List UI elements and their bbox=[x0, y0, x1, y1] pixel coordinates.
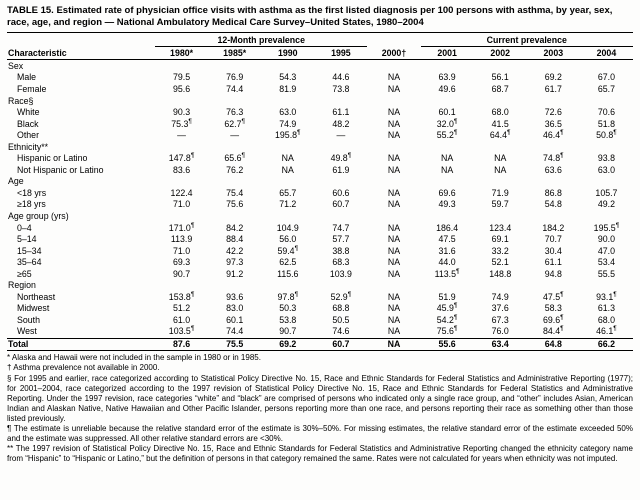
value-cell: 33.2 bbox=[491, 245, 509, 256]
value-cell: — bbox=[336, 130, 346, 141]
unreliable-estimate-marker: ¶ bbox=[613, 325, 617, 333]
value-cell: 105.7 bbox=[595, 187, 618, 198]
value-cell: 103.9 bbox=[329, 268, 352, 279]
value-cell: NA bbox=[387, 199, 401, 210]
value-cell: 68.0 bbox=[491, 107, 509, 118]
value-cell: 75.4 bbox=[226, 187, 244, 198]
value-cell: 76.3 bbox=[226, 107, 244, 118]
value-cell: 59.4¶ bbox=[277, 244, 299, 256]
value-cell: 94.8 bbox=[544, 268, 562, 279]
column-header-1985: 1985* bbox=[208, 47, 261, 60]
value-cell: 55.2¶ bbox=[436, 129, 458, 141]
section-row bbox=[7, 95, 633, 107]
value-cell: 49.8¶ bbox=[330, 152, 352, 164]
value-cell: NA bbox=[387, 291, 401, 302]
value-cell: 36.5 bbox=[544, 118, 562, 129]
value-cell: 103.5¶ bbox=[168, 325, 195, 337]
value-cell: 147.8¶ bbox=[168, 152, 195, 164]
value-cell: 59.7 bbox=[491, 199, 509, 210]
value-cell: 84.4¶ bbox=[543, 325, 564, 337]
value-cell: NA bbox=[387, 130, 401, 141]
value-cell: 56.1 bbox=[491, 72, 509, 83]
unreliable-estimate-marker: ¶ bbox=[347, 290, 352, 298]
column-header-2001: 2001 bbox=[421, 47, 474, 60]
value-cell: 69.6¶ bbox=[543, 314, 564, 325]
value-cell: 93.8 bbox=[597, 153, 615, 164]
unreliable-estimate-marker: ¶ bbox=[453, 129, 458, 137]
section-label: Region bbox=[8, 280, 36, 291]
value-cell: NA bbox=[387, 153, 401, 164]
unreliable-estimate-marker: ¶ bbox=[615, 221, 620, 229]
value-cell: 74.6 bbox=[332, 326, 350, 337]
value-cell: NA bbox=[387, 303, 401, 314]
column-header-characteristic: Characteristic bbox=[7, 47, 155, 60]
value-cell: 60.1 bbox=[226, 314, 244, 325]
value-cell: 37.6 bbox=[491, 303, 509, 314]
data-row bbox=[7, 84, 633, 96]
value-cell: 74.7 bbox=[332, 222, 350, 233]
data-row bbox=[7, 222, 633, 234]
value-cell: 63.4 bbox=[474, 338, 527, 351]
unreliable-estimate-marker: ¶ bbox=[297, 129, 301, 137]
value-cell: 73.8 bbox=[332, 84, 350, 94]
value-cell: 66.2 bbox=[580, 338, 633, 351]
value-cell: 47.5 bbox=[438, 234, 456, 245]
value-cell: NA bbox=[494, 153, 507, 164]
table-header bbox=[7, 33, 633, 60]
unreliable-estimate-marker: ¶ bbox=[613, 290, 617, 298]
group-header-current-prevalence: Current prevalence bbox=[421, 33, 633, 47]
value-cell: 75.6¶ bbox=[436, 325, 458, 337]
asthma-visit-rate-table bbox=[7, 32, 633, 351]
value-cell: 61.3 bbox=[597, 303, 615, 314]
value-cell: 97.3 bbox=[226, 257, 244, 268]
value-cell: 61.0 bbox=[172, 314, 191, 325]
value-cell: 68.0 bbox=[597, 314, 615, 325]
value-cell: NA bbox=[387, 164, 401, 175]
value-cell: 83.0 bbox=[226, 303, 244, 314]
value-cell: 69.2 bbox=[261, 338, 314, 351]
value-cell: 93.6 bbox=[226, 291, 244, 302]
value-cell: NA bbox=[494, 164, 507, 175]
row-label: West bbox=[17, 326, 37, 337]
data-row bbox=[7, 187, 633, 199]
value-cell: 74.9 bbox=[279, 118, 297, 129]
value-cell: 79.5 bbox=[172, 72, 191, 83]
unreliable-estimate-marker: ¶ bbox=[190, 290, 195, 298]
value-cell: 44.0 bbox=[438, 257, 456, 268]
footnotes bbox=[7, 353, 633, 464]
value-cell: 65.7 bbox=[597, 84, 615, 94]
value-cell: 87.6 bbox=[155, 338, 208, 351]
empty-header-cell bbox=[7, 33, 155, 47]
data-row bbox=[7, 72, 633, 84]
value-cell: 50.8¶ bbox=[596, 129, 617, 141]
data-row bbox=[7, 326, 633, 338]
value-cell: 48.2 bbox=[332, 118, 350, 129]
value-cell: 55.5 bbox=[597, 268, 615, 279]
value-cell: 50.3 bbox=[279, 303, 297, 314]
section-label: Sex bbox=[8, 60, 24, 71]
value-cell: 71.9 bbox=[491, 187, 509, 198]
column-header-2004: 2004 bbox=[580, 47, 633, 60]
data-row bbox=[7, 268, 633, 280]
footnote-double-asterisk: ** The 1997 revision of Statistical Policy Directive No. 15, Race and Ethnic Standards for Federal Statistics and Administrative Reporting changed the ethnicity category name from “Hispanic” to “Hispanic or Latino,” but the definition of persons in that category remained the same. Rates were not calculated for years when ethnicity was not imputed. bbox=[7, 444, 633, 464]
column-header-2003: 2003 bbox=[527, 47, 580, 60]
value-cell: 30.4 bbox=[544, 245, 562, 256]
value-cell: 86.8 bbox=[544, 187, 562, 198]
value-cell: 62.7¶ bbox=[224, 117, 245, 129]
value-cell: 123.4 bbox=[489, 222, 512, 233]
data-row bbox=[7, 291, 633, 303]
group-header-12-month-prevalence: 12-Month prevalence bbox=[155, 33, 367, 47]
value-cell: 95.6 bbox=[172, 84, 191, 94]
row-label: ≥18 yrs bbox=[17, 199, 46, 210]
section-row bbox=[7, 141, 633, 153]
footnote-section: § For 1995 and earlier, race categorized according to Statistical Policy Directive No. 15, Race and Ethnic Standards for Federal Statistics and Administrative Reporting (1977); for 2001–2004, race categorized according to the 1997 revision of Statistical Policy Directive No. 15, Race and Ethnic Standards for Federal Statistics and Administrative Reporting. Under the 1997 revision, race categories “white” and “black” are comprised of persons who indicated only a single race group, and “other” includes Asian, American Indian and Alaskan Native, Native Hawaiian and Other Pacific Islander, persons reporting more than one race, and persons reporting their race as something other than those listed previously. bbox=[7, 373, 633, 423]
row-label: Male bbox=[17, 72, 37, 83]
value-cell: 69.3 bbox=[172, 257, 191, 268]
value-cell: 186.4 bbox=[436, 222, 459, 233]
data-row bbox=[7, 245, 633, 257]
value-cell: 76.2 bbox=[226, 164, 244, 175]
group-header-row bbox=[7, 33, 633, 47]
value-cell: 62.5 bbox=[279, 257, 297, 268]
column-header-1980: 1980* bbox=[155, 47, 208, 60]
unreliable-estimate-marker: ¶ bbox=[560, 152, 564, 160]
unreliable-estimate-marker: ¶ bbox=[190, 221, 195, 229]
value-cell: 65.6¶ bbox=[224, 152, 245, 164]
unreliable-estimate-marker: ¶ bbox=[241, 152, 245, 160]
value-cell: 61.9 bbox=[332, 164, 350, 175]
value-cell: 83.6 bbox=[172, 164, 191, 175]
value-cell: 54.8 bbox=[544, 199, 562, 210]
value-cell: 63.9 bbox=[438, 72, 456, 83]
value-cell: 60.7 bbox=[332, 199, 350, 210]
data-row bbox=[7, 257, 633, 269]
value-cell: 53.8 bbox=[279, 314, 297, 325]
value-cell: 53.4 bbox=[597, 257, 615, 268]
value-cell: 50.5 bbox=[332, 314, 350, 325]
value-cell: 115.6 bbox=[277, 268, 299, 279]
section-label: Age bbox=[8, 176, 24, 187]
section-label: Age group (yrs) bbox=[8, 211, 69, 222]
value-cell: 104.9 bbox=[276, 222, 299, 233]
value-cell: 81.9 bbox=[279, 84, 297, 94]
section-row bbox=[7, 211, 633, 223]
value-cell: 122.4 bbox=[170, 187, 193, 198]
value-cell: NA bbox=[367, 338, 420, 351]
value-cell: 71.0 bbox=[172, 199, 191, 210]
row-label: South bbox=[17, 314, 40, 325]
value-cell: 49.6 bbox=[438, 84, 456, 94]
value-cell: NA bbox=[387, 107, 401, 118]
value-cell: 68.8 bbox=[332, 303, 350, 314]
data-row bbox=[7, 130, 633, 142]
value-cell: 88.4 bbox=[226, 234, 244, 245]
value-cell: 51.9 bbox=[438, 291, 456, 302]
value-cell: NA bbox=[387, 187, 401, 198]
value-cell: 56.0 bbox=[279, 234, 297, 245]
value-cell: 153.8¶ bbox=[168, 290, 195, 302]
empty-header-cell bbox=[367, 33, 420, 47]
value-cell: 38.8 bbox=[332, 245, 350, 256]
column-header-1990: 1990 bbox=[261, 47, 314, 60]
value-cell: — bbox=[230, 130, 240, 141]
value-cell: 47.5¶ bbox=[543, 290, 564, 302]
unreliable-estimate-marker: ¶ bbox=[507, 129, 511, 137]
unreliable-estimate-marker: ¶ bbox=[294, 244, 299, 252]
value-cell: 90.0 bbox=[597, 234, 615, 245]
value-cell: 67.3 bbox=[491, 314, 509, 325]
value-cell: 74.8¶ bbox=[543, 152, 564, 164]
value-cell: 32.0¶ bbox=[436, 117, 458, 129]
value-cell: NA bbox=[440, 164, 454, 175]
value-cell: 67.0 bbox=[597, 72, 615, 83]
table-body bbox=[7, 60, 633, 351]
data-row bbox=[7, 314, 633, 326]
value-cell: 76.0 bbox=[491, 326, 509, 337]
value-cell: 57.7 bbox=[332, 234, 350, 245]
row-label: Female bbox=[17, 84, 47, 94]
value-cell: 74.4 bbox=[226, 326, 244, 337]
value-cell: 91.2 bbox=[226, 268, 244, 279]
value-cell: 148.8 bbox=[489, 268, 512, 279]
value-cell: 74.4 bbox=[226, 84, 244, 94]
value-cell: 51.2 bbox=[172, 303, 191, 314]
value-cell: 71.0 bbox=[172, 245, 191, 256]
data-row bbox=[7, 234, 633, 246]
row-label: Hispanic or Latino bbox=[17, 153, 88, 164]
row-label: Other bbox=[17, 130, 40, 141]
value-cell: 69.6 bbox=[438, 187, 456, 198]
column-header-row bbox=[7, 47, 633, 60]
value-cell: 46.4¶ bbox=[543, 129, 564, 141]
value-cell: 113.9 bbox=[170, 234, 193, 245]
value-cell: 41.5 bbox=[491, 118, 509, 129]
unreliable-estimate-marker: ¶ bbox=[241, 117, 245, 125]
value-cell: 46.1¶ bbox=[596, 325, 617, 337]
row-label: Not Hispanic or Latino bbox=[17, 164, 104, 175]
row-label: ≥65 bbox=[17, 268, 32, 279]
value-cell: 54.3 bbox=[279, 72, 297, 83]
data-row bbox=[7, 107, 633, 119]
unreliable-estimate-marker: ¶ bbox=[294, 290, 299, 298]
unreliable-estimate-marker: ¶ bbox=[190, 325, 195, 333]
row-label: White bbox=[17, 107, 40, 118]
unreliable-estimate-marker: ¶ bbox=[560, 129, 564, 137]
value-cell: NA bbox=[387, 326, 401, 337]
value-cell: 52.9¶ bbox=[330, 290, 352, 302]
value-cell: 58.3 bbox=[544, 303, 562, 314]
unreliable-estimate-marker: ¶ bbox=[560, 325, 564, 333]
value-cell: NA bbox=[440, 153, 454, 164]
value-cell: 195.5¶ bbox=[593, 221, 620, 233]
value-cell: 60.6 bbox=[332, 187, 350, 198]
unreliable-estimate-marker: ¶ bbox=[613, 129, 617, 137]
value-cell: 44.6 bbox=[332, 72, 350, 83]
value-cell: NA bbox=[387, 268, 401, 279]
data-row bbox=[7, 303, 633, 315]
unreliable-estimate-marker: ¶ bbox=[453, 325, 458, 333]
value-cell: — bbox=[177, 130, 186, 141]
value-cell: 54.2¶ bbox=[436, 314, 458, 325]
value-cell: NA bbox=[387, 72, 401, 83]
row-label: 5–14 bbox=[17, 234, 37, 245]
value-cell: NA bbox=[281, 153, 294, 164]
footnote-pilcrow: ¶ The estimate is unreliable because the relative standard error of the estimate is 30%–50%. For missing estimates, the relative standard error of the estimate exceeded 50% and the estimate was suppressed. All other relative standard errors are <30%. bbox=[7, 423, 633, 443]
value-cell: 90.3 bbox=[172, 107, 191, 118]
value-cell: 113.5¶ bbox=[434, 267, 460, 279]
row-label: Northeast bbox=[17, 291, 56, 302]
value-cell: 75.5 bbox=[208, 338, 261, 351]
column-header-2002: 2002 bbox=[474, 47, 527, 60]
value-cell: 195.8¶ bbox=[275, 129, 301, 141]
unreliable-estimate-marker: ¶ bbox=[453, 117, 458, 125]
value-cell: 97.8¶ bbox=[277, 290, 299, 302]
value-cell: 49.2 bbox=[597, 199, 615, 210]
value-cell: 49.3 bbox=[438, 199, 456, 210]
value-cell: 72.6 bbox=[544, 107, 562, 118]
row-label: 0–4 bbox=[17, 222, 32, 233]
unreliable-estimate-marker: ¶ bbox=[190, 152, 195, 160]
value-cell: 61.1 bbox=[544, 257, 562, 268]
section-label: Race§ bbox=[8, 95, 34, 106]
unreliable-estimate-marker: ¶ bbox=[560, 314, 564, 322]
section-row bbox=[7, 176, 633, 188]
data-row bbox=[7, 164, 633, 176]
value-cell: 55.6 bbox=[421, 338, 474, 351]
unreliable-estimate-marker: ¶ bbox=[456, 267, 460, 275]
value-cell: 75.6 bbox=[226, 199, 244, 210]
value-cell: NA bbox=[387, 257, 401, 268]
column-header-2000: 2000† bbox=[367, 47, 420, 60]
value-cell: 60.1 bbox=[438, 107, 456, 118]
value-cell: 70.7 bbox=[544, 234, 562, 245]
value-cell: 68.3 bbox=[332, 257, 350, 268]
value-cell: NA bbox=[387, 234, 401, 245]
unreliable-estimate-marker: ¶ bbox=[188, 117, 192, 125]
unreliable-estimate-marker: ¶ bbox=[347, 152, 352, 160]
table-title: TABLE 15. Estimated rate of physician office visits with asthma as the first listed diagnosis per 100 persons with asthma, by year, sex, race, age, and region — National Ambulatory Medical Care Survey–United States, 1980–2004 bbox=[7, 5, 613, 29]
value-cell: 184.2 bbox=[542, 222, 565, 233]
value-cell: 61.1 bbox=[332, 107, 350, 118]
value-cell: 171.0¶ bbox=[168, 221, 195, 233]
value-cell: NA bbox=[387, 314, 401, 325]
section-row bbox=[7, 280, 633, 292]
value-cell: NA bbox=[387, 245, 401, 256]
value-cell: NA bbox=[387, 222, 401, 233]
value-cell: NA bbox=[281, 164, 294, 175]
value-cell: 71.2 bbox=[279, 199, 297, 210]
value-cell: 63.6 bbox=[544, 164, 562, 175]
value-cell: 84.2 bbox=[226, 222, 244, 233]
value-cell: 74.9 bbox=[491, 291, 509, 302]
total-row bbox=[7, 338, 633, 351]
row-label: Black bbox=[17, 118, 39, 129]
value-cell: 90.7 bbox=[172, 268, 191, 279]
footnote-dagger: † Asthma prevalence not available in 2000. bbox=[7, 363, 160, 373]
column-header-1995: 1995 bbox=[314, 47, 367, 60]
value-cell: 63.0 bbox=[279, 107, 297, 118]
value-cell: 45.9¶ bbox=[436, 302, 458, 314]
value-cell: 70.6 bbox=[597, 107, 615, 118]
value-cell: 93.1¶ bbox=[596, 290, 617, 302]
value-cell: 68.7 bbox=[491, 84, 509, 94]
unreliable-estimate-marker: ¶ bbox=[560, 290, 564, 298]
value-cell: 63.0 bbox=[597, 164, 615, 175]
value-cell: 75.3¶ bbox=[171, 117, 192, 129]
data-row bbox=[7, 199, 633, 211]
data-row bbox=[7, 153, 633, 165]
value-cell: 69.2 bbox=[544, 72, 562, 83]
section-row bbox=[7, 60, 633, 72]
unreliable-estimate-marker: ¶ bbox=[453, 302, 458, 310]
value-cell: 76.9 bbox=[226, 72, 244, 83]
unreliable-estimate-marker: ¶ bbox=[453, 314, 458, 322]
value-cell: 69.1 bbox=[491, 234, 509, 245]
value-cell: 52.1 bbox=[491, 257, 509, 268]
value-cell: 47.0 bbox=[597, 245, 615, 256]
value-cell: 64.8 bbox=[527, 338, 580, 351]
data-row bbox=[7, 118, 633, 130]
row-label: Midwest bbox=[17, 303, 50, 314]
value-cell: 64.4¶ bbox=[489, 129, 511, 141]
value-cell: 42.2 bbox=[226, 245, 244, 256]
value-cell: 60.7 bbox=[314, 338, 367, 351]
value-cell: NA bbox=[387, 84, 401, 94]
section-label: Ethnicity** bbox=[8, 141, 49, 152]
footnote-asterisk: * Alaska and Hawaii were not included in the sample in 1980 or in 1985. bbox=[7, 353, 261, 363]
row-label: <18 yrs bbox=[17, 187, 47, 198]
row-label: Total bbox=[7, 338, 155, 351]
row-label: 35–64 bbox=[17, 257, 42, 268]
value-cell: 51.8 bbox=[597, 118, 615, 129]
value-cell: 31.6 bbox=[438, 245, 456, 256]
row-label: 15–34 bbox=[17, 245, 42, 256]
value-cell: 65.7 bbox=[279, 187, 297, 198]
value-cell: NA bbox=[387, 118, 401, 129]
value-cell: 90.7 bbox=[279, 326, 297, 337]
value-cell: 61.7 bbox=[544, 84, 562, 94]
